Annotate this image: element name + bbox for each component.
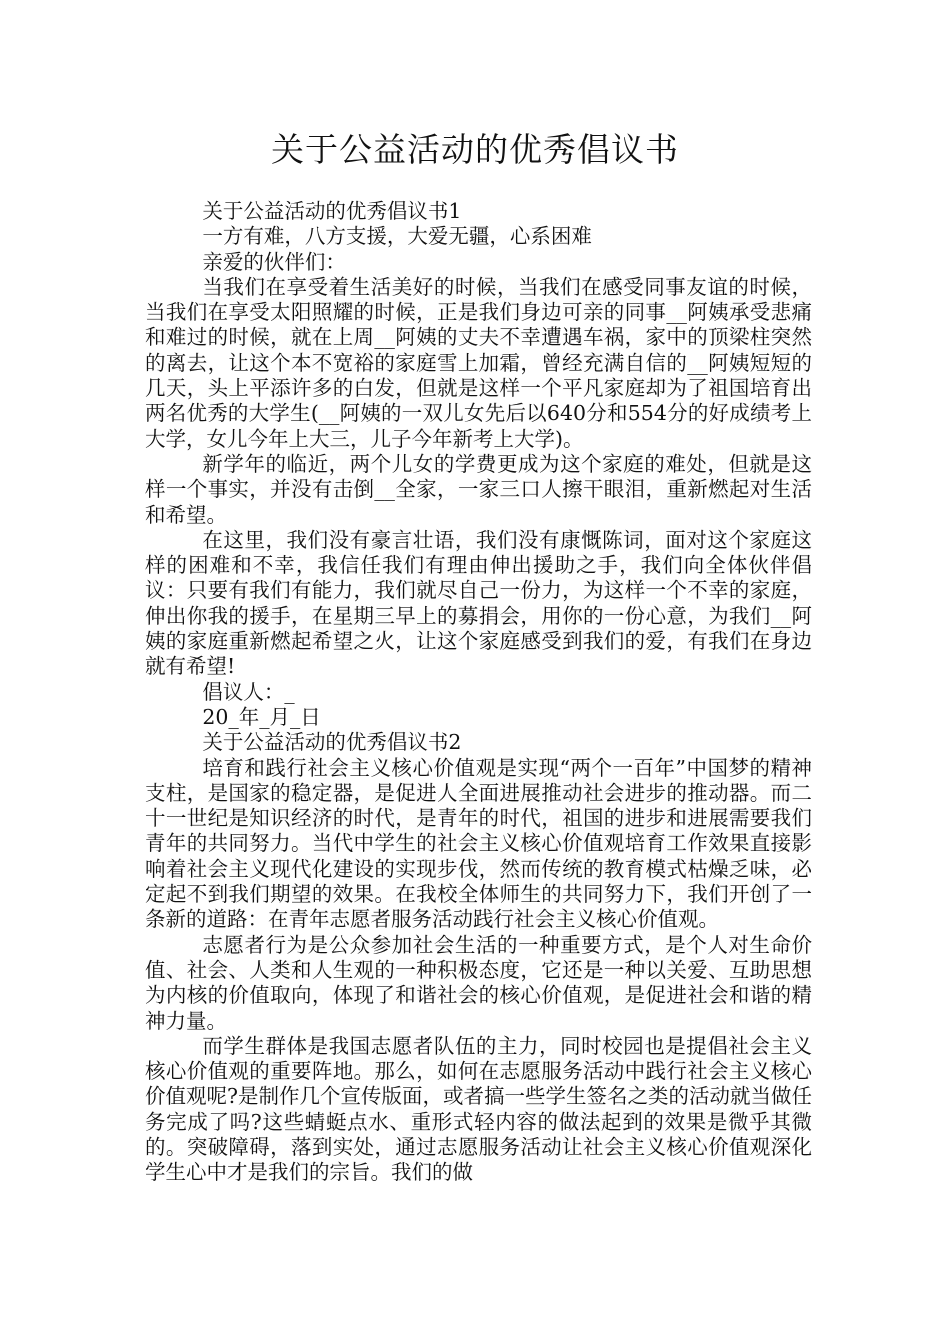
document-body bbox=[145, 199, 812, 1186]
paragraph: 而学生群体是我国志愿者队伍的主力，同时校园也是提倡社会主义核心价值观的重要阵地。那么，如何在志愿服务活动中践行社会主义核心价值观呢?是制作几个宣传版面，或者搞一些学生签名之类的活动就当做任务完成了吗?这些蜻蜓点水、重形式轻内容的做法起到的效果是微乎其微的。突破障碍，落到实处，通过志愿服务活动让社会主义核心价值观深化学生心中才是我们的宗旨。我们的做 bbox=[145, 1033, 812, 1185]
section-heading-1: 关于公益活动的优秀倡议书1 bbox=[202, 199, 462, 223]
section-heading-2: 关于公益活动的优秀倡议书2 bbox=[202, 730, 462, 755]
date-line: 20_年_月_日 bbox=[202, 704, 321, 729]
paragraph: 当我们在享受着生活美好的时候，当我们在感受同事友谊的时候，当我们在享受太阳照耀的时候，正是我们身边可亲的同事__阿姨承受悲痛和难过的时候，就在上周__阿姨的丈夫不幸遭遇车祸，家中的顶梁柱突然的离去，让这个本不宽裕的家庭雪上加霜，曾经充满自信的__阿姨短短的几天，头上平添许多的白发，但就是这样一个平凡家庭却为了祖国培育出两名优秀的大学生(__阿姨的一双儿女先后以640分和554分的好成绩考上大学，女儿今年上大三，儿子今年新考上大学)。 bbox=[145, 274, 812, 451]
paragraph: 培育和践行社会主义核心价值观是实现“两个一百年”中国梦的精神支柱，是国家的稳定器，是促进人全面进展推动社会进步的推动器。而二十一世纪是知识经济的时代，是青年的时代，祖国的进步和进展需要我们青年的共同努力。当代中学生的社会主义核心价值观培育工作效果直接影响着社会主义现代化建设的实现步伐，然而传统的教育模式枯燥乏味，必定起不到我们期望的效果。在我校全体师生的共同努力下，我们开创了一条新的道路：在青年志愿者服务活动践行社会主义核心价值观。 bbox=[145, 755, 812, 932]
slogan-line: 一方有难，八方支援，大爱无疆，心系困难 bbox=[202, 224, 592, 249]
signature-line: 倡议人：_ bbox=[202, 679, 295, 704]
paragraph: 新学年的临近，两个儿女的学费更成为这个家庭的难处，但就是这样一个事实，并没有击倒__全家，一家三口人擦干眼泪，重新燃起对生活和希望。 bbox=[145, 451, 812, 527]
salutation: 亲爱的伙伴们： bbox=[202, 249, 346, 274]
paragraph: 志愿者行为是公众参加社会生活的一种重要方式，是个人对生命价值、社会、人类和人生观的一种积极态度，它还是一种以关爱、互助思想为内核的价值取向，体现了和谐社会的核心价值观，是促进社会和谐的精神力量。 bbox=[145, 932, 812, 1033]
paragraph: 在这里，我们没有豪言壮语，我们没有康慨陈词，面对这个家庭这样的困难和不幸，我信任我们有理由伸出援助之手，我们向全体伙伴倡议：只要有我们有能力，我们就尽自己一份力，为这样一个不幸的家庭，伸出你我的援手，在星期三早上的募捐会，用你的一份心意，为我们__阿姨的家庭重新燃起希望之火，让这个家庭感受到我们的爱，有我们在身边就有希望! bbox=[145, 527, 812, 679]
document-title: 关于公益活动的优秀倡议书 bbox=[271, 130, 679, 169]
